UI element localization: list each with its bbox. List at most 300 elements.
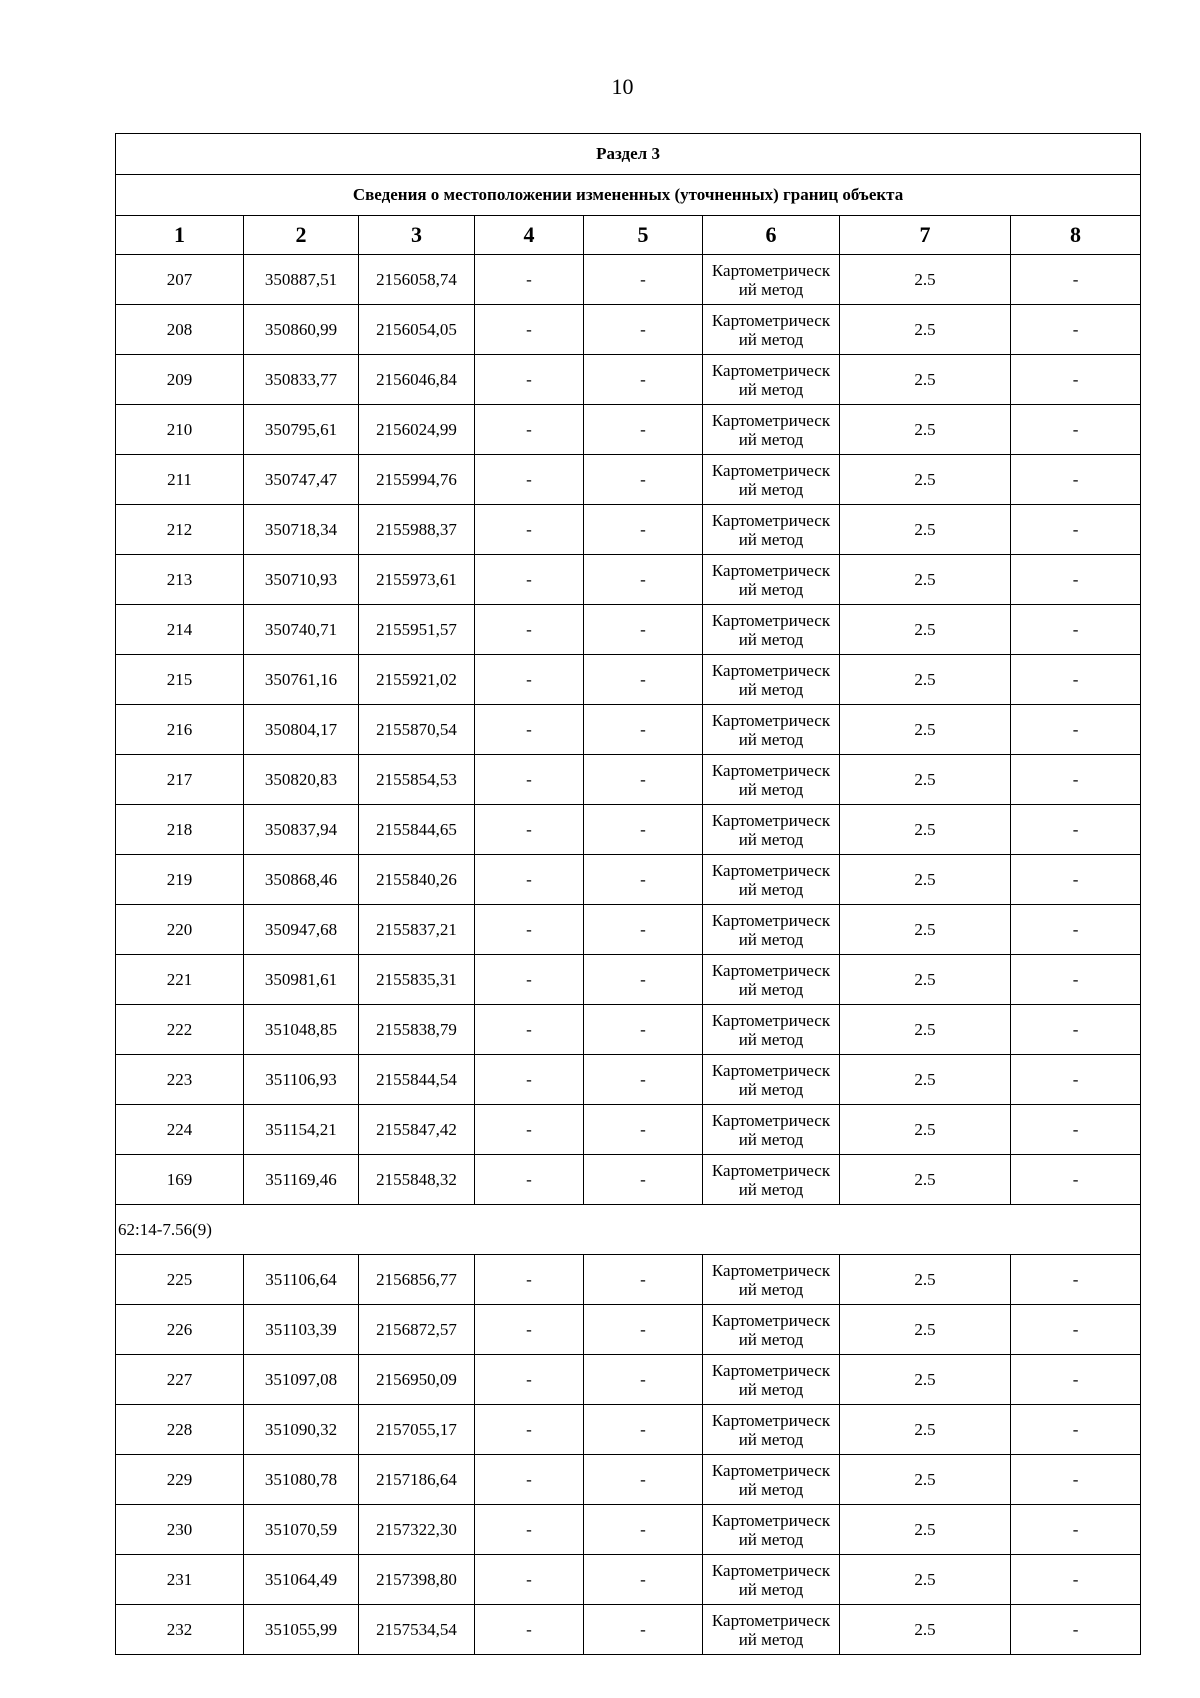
- column-header: 2: [244, 216, 359, 255]
- point-number-cell: 227: [116, 1355, 244, 1405]
- table-row: [116, 405, 1141, 455]
- table-row: [116, 1455, 1141, 1505]
- col5-cell: -: [584, 1105, 703, 1155]
- table-row: [116, 955, 1141, 1005]
- y-coordinate-cell: 2156024,99: [359, 405, 475, 455]
- y-coordinate-cell: 2155840,26: [359, 855, 475, 905]
- x-coordinate-cell: 350710,93: [244, 555, 359, 605]
- col5-cell: -: [584, 1155, 703, 1205]
- method-text-line1: Картометрическ: [711, 710, 831, 730]
- col5-cell: -: [584, 1005, 703, 1055]
- table-row: [116, 305, 1141, 355]
- col5-cell: -: [584, 455, 703, 505]
- method-text-line2: ий метод: [738, 729, 804, 749]
- table-row: [116, 1355, 1141, 1405]
- col5-cell: -: [584, 1355, 703, 1405]
- point-number-cell: 213: [116, 555, 244, 605]
- y-coordinate-cell: 2156872,57: [359, 1305, 475, 1355]
- method-text-line1: Картометрическ: [711, 910, 831, 930]
- table-row: [116, 805, 1141, 855]
- boundary-coordinates-table: [115, 133, 1141, 1655]
- method-text-line1: Картометрическ: [711, 410, 831, 430]
- y-coordinate-cell: 2156950,09: [359, 1355, 475, 1405]
- col4-cell: -: [475, 1505, 584, 1555]
- x-coordinate-cell: 351080,78: [244, 1455, 359, 1505]
- section-subtitle: Сведения о местоположении измененных (уточненных) границ объекта: [116, 175, 1141, 216]
- col5-cell: -: [584, 305, 703, 355]
- col8-cell: -: [1011, 1455, 1141, 1505]
- method-cell: [703, 255, 840, 305]
- point-number-cell: 169: [116, 1155, 244, 1205]
- point-number-cell: 221: [116, 955, 244, 1005]
- section-subtitle-row: [116, 175, 1141, 216]
- accuracy-cell: 2.5: [840, 1105, 1011, 1155]
- col4-cell: -: [475, 355, 584, 405]
- accuracy-cell: 2.5: [840, 805, 1011, 855]
- y-coordinate-cell: 2155973,61: [359, 555, 475, 605]
- x-coordinate-cell: 350804,17: [244, 705, 359, 755]
- method-cell: [703, 1005, 840, 1055]
- col8-cell: -: [1011, 1505, 1141, 1555]
- point-number-cell: 214: [116, 605, 244, 655]
- table-row: [116, 555, 1141, 605]
- method-text-line2: ий метод: [738, 929, 804, 949]
- col8-cell: -: [1011, 1405, 1141, 1455]
- col8-cell: -: [1011, 1255, 1141, 1305]
- method-cell: [703, 405, 840, 455]
- point-number-cell: 219: [116, 855, 244, 905]
- method-text-line2: ий метод: [738, 529, 804, 549]
- method-cell: [703, 855, 840, 905]
- col8-cell: -: [1011, 805, 1141, 855]
- y-coordinate-cell: 2155951,57: [359, 605, 475, 655]
- point-number-cell: 215: [116, 655, 244, 705]
- table-row: [116, 1505, 1141, 1555]
- col4-cell: -: [475, 1405, 584, 1455]
- accuracy-cell: 2.5: [840, 905, 1011, 955]
- method-cell: [703, 555, 840, 605]
- method-text-line1: Картометрическ: [711, 1410, 831, 1430]
- col8-cell: -: [1011, 1005, 1141, 1055]
- table-row: [116, 355, 1141, 405]
- method-text-line2: ий метод: [738, 1379, 804, 1399]
- method-text-line1: Картометрическ: [711, 1460, 831, 1480]
- point-number-cell: 226: [116, 1305, 244, 1355]
- col4-cell: -: [475, 1155, 584, 1205]
- accuracy-cell: 2.5: [840, 455, 1011, 505]
- col8-cell: -: [1011, 955, 1141, 1005]
- method-text-line2: ий метод: [738, 479, 804, 499]
- col4-cell: -: [475, 405, 584, 455]
- method-text-line2: ий метод: [738, 1429, 804, 1449]
- accuracy-cell: 2.5: [840, 1355, 1011, 1405]
- method-text-line2: ий метод: [738, 579, 804, 599]
- x-coordinate-cell: 351106,93: [244, 1055, 359, 1105]
- y-coordinate-cell: 2155835,31: [359, 955, 475, 1005]
- y-coordinate-cell: 2155848,32: [359, 1155, 475, 1205]
- point-number-cell: 211: [116, 455, 244, 505]
- col5-cell: -: [584, 1055, 703, 1105]
- y-coordinate-cell: 2155838,79: [359, 1005, 475, 1055]
- method-text-line1: Картометрическ: [711, 860, 831, 880]
- y-coordinate-cell: 2155847,42: [359, 1105, 475, 1155]
- column-header: 8: [1011, 216, 1141, 255]
- x-coordinate-cell: 351090,32: [244, 1405, 359, 1455]
- col4-cell: -: [475, 805, 584, 855]
- point-number-cell: 229: [116, 1455, 244, 1505]
- y-coordinate-cell: 2156046,84: [359, 355, 475, 405]
- table-row: [116, 505, 1141, 555]
- col5-cell: -: [584, 1605, 703, 1655]
- y-coordinate-cell: 2157186,64: [359, 1455, 475, 1505]
- col5-cell: -: [584, 255, 703, 305]
- method-text-line2: ий метод: [738, 429, 804, 449]
- table-row: [116, 1105, 1141, 1155]
- method-text-line1: Картометрическ: [711, 560, 831, 580]
- col5-cell: -: [584, 955, 703, 1005]
- x-coordinate-cell: 350747,47: [244, 455, 359, 505]
- method-text-line2: ий метод: [738, 1329, 804, 1349]
- method-text-line1: Картометрическ: [711, 1310, 831, 1330]
- col5-cell: -: [584, 1555, 703, 1605]
- point-number-cell: 225: [116, 1255, 244, 1305]
- table-row: [116, 1305, 1141, 1355]
- column-header: 7: [840, 216, 1011, 255]
- accuracy-cell: 2.5: [840, 655, 1011, 705]
- col8-cell: -: [1011, 1105, 1141, 1155]
- col5-cell: -: [584, 755, 703, 805]
- method-text-line2: ий метод: [738, 279, 804, 299]
- page-number: 10: [611, 74, 634, 99]
- y-coordinate-cell: 2157055,17: [359, 1405, 475, 1455]
- point-number-cell: 220: [116, 905, 244, 955]
- col8-cell: -: [1011, 1555, 1141, 1605]
- method-text-line1: Картометрическ: [711, 1260, 831, 1280]
- method-cell: [703, 1405, 840, 1455]
- accuracy-cell: 2.5: [840, 1255, 1011, 1305]
- method-cell: [703, 755, 840, 805]
- method-text-line2: ий метод: [738, 1179, 804, 1199]
- column-header: 5: [584, 216, 703, 255]
- y-coordinate-cell: 2156058,74: [359, 255, 475, 305]
- section-title: Раздел 3: [116, 134, 1141, 175]
- method-text-line1: Картометрическ: [711, 310, 831, 330]
- accuracy-cell: 2.5: [840, 955, 1011, 1005]
- table-row: [116, 655, 1141, 705]
- col5-cell: -: [584, 855, 703, 905]
- col5-cell: -: [584, 1305, 703, 1355]
- method-text-line2: ий метод: [738, 1579, 804, 1599]
- method-text-line1: Картометрическ: [711, 1360, 831, 1380]
- y-coordinate-cell: 2157534,54: [359, 1605, 475, 1655]
- y-coordinate-cell: 2155837,21: [359, 905, 475, 955]
- x-coordinate-cell: 350761,16: [244, 655, 359, 705]
- x-coordinate-cell: 350981,61: [244, 955, 359, 1005]
- method-cell: [703, 1455, 840, 1505]
- accuracy-cell: 2.5: [840, 605, 1011, 655]
- point-number-cell: 217: [116, 755, 244, 805]
- method-cell: [703, 1305, 840, 1355]
- x-coordinate-cell: 350718,34: [244, 505, 359, 555]
- method-text-line1: Картометрическ: [711, 1160, 831, 1180]
- method-text-line2: ий метод: [738, 1529, 804, 1549]
- accuracy-cell: 2.5: [840, 1555, 1011, 1605]
- x-coordinate-cell: 351169,46: [244, 1155, 359, 1205]
- method-text-line1: Картометрическ: [711, 1060, 831, 1080]
- method-cell: [703, 1355, 840, 1405]
- col4-cell: -: [475, 955, 584, 1005]
- y-coordinate-cell: 2155921,02: [359, 655, 475, 705]
- method-text-line1: Картометрическ: [711, 360, 831, 380]
- x-coordinate-cell: 350795,61: [244, 405, 359, 455]
- method-cell: [703, 805, 840, 855]
- point-number-cell: 222: [116, 1005, 244, 1055]
- accuracy-cell: 2.5: [840, 405, 1011, 455]
- method-text-line2: ий метод: [738, 979, 804, 999]
- accuracy-cell: 2.5: [840, 1505, 1011, 1555]
- col5-cell: -: [584, 1405, 703, 1455]
- method-cell: [703, 1555, 840, 1605]
- method-text-line1: Картометрическ: [711, 260, 831, 280]
- point-number-cell: 224: [116, 1105, 244, 1155]
- accuracy-cell: 2.5: [840, 705, 1011, 755]
- method-text-line2: ий метод: [738, 879, 804, 899]
- method-text-line1: Картометрическ: [711, 1560, 831, 1580]
- col4-cell: -: [475, 905, 584, 955]
- col4-cell: -: [475, 755, 584, 805]
- x-coordinate-cell: 350887,51: [244, 255, 359, 305]
- table-row: [116, 1255, 1141, 1305]
- accuracy-cell: 2.5: [840, 1055, 1011, 1105]
- point-number-cell: 223: [116, 1055, 244, 1105]
- method-text-line1: Картометрическ: [711, 1010, 831, 1030]
- col5-cell: -: [584, 505, 703, 555]
- accuracy-cell: 2.5: [840, 355, 1011, 405]
- point-number-cell: 228: [116, 1405, 244, 1455]
- column-header: 1: [116, 216, 244, 255]
- y-coordinate-cell: 2155844,65: [359, 805, 475, 855]
- col5-cell: -: [584, 405, 703, 455]
- x-coordinate-cell: 350833,77: [244, 355, 359, 405]
- table-row: [116, 1555, 1141, 1605]
- accuracy-cell: 2.5: [840, 555, 1011, 605]
- col8-cell: -: [1011, 355, 1141, 405]
- y-coordinate-cell: 2155994,76: [359, 455, 475, 505]
- method-text-line1: Картометрическ: [711, 760, 831, 780]
- method-cell: [703, 455, 840, 505]
- column-header: 3: [359, 216, 475, 255]
- method-cell: [703, 905, 840, 955]
- method-text-line2: ий метод: [738, 629, 804, 649]
- y-coordinate-cell: 2157398,80: [359, 1555, 475, 1605]
- method-text-line2: ий метод: [738, 1129, 804, 1149]
- group-label: 62:14-7.56(9): [116, 1205, 1141, 1255]
- col8-cell: -: [1011, 455, 1141, 505]
- y-coordinate-cell: 2155870,54: [359, 705, 475, 755]
- method-text-line1: Картометрическ: [711, 810, 831, 830]
- point-number-cell: 231: [116, 1555, 244, 1605]
- accuracy-cell: 2.5: [840, 1605, 1011, 1655]
- table-body: [116, 134, 1141, 1655]
- col8-cell: -: [1011, 755, 1141, 805]
- method-text-line2: ий метод: [738, 1629, 804, 1649]
- table-row: [116, 455, 1141, 505]
- col8-cell: -: [1011, 1055, 1141, 1105]
- column-header-row: [116, 216, 1141, 255]
- method-text-line1: Картометрическ: [711, 960, 831, 980]
- col5-cell: -: [584, 655, 703, 705]
- col4-cell: -: [475, 1605, 584, 1655]
- accuracy-cell: 2.5: [840, 1005, 1011, 1055]
- table-row: [116, 905, 1141, 955]
- section-title-row: [116, 134, 1141, 175]
- y-coordinate-cell: 2157322,30: [359, 1505, 475, 1555]
- method-text-line2: ий метод: [738, 679, 804, 699]
- point-number-cell: 212: [116, 505, 244, 555]
- table-row: [116, 605, 1141, 655]
- accuracy-cell: 2.5: [840, 755, 1011, 805]
- y-coordinate-cell: 2156054,05: [359, 305, 475, 355]
- x-coordinate-cell: 351055,99: [244, 1605, 359, 1655]
- group-row: [116, 1205, 1141, 1255]
- col8-cell: -: [1011, 905, 1141, 955]
- column-header: 4: [475, 216, 584, 255]
- col4-cell: -: [475, 1355, 584, 1405]
- col4-cell: -: [475, 855, 584, 905]
- method-cell: [703, 505, 840, 555]
- col8-cell: -: [1011, 305, 1141, 355]
- col4-cell: -: [475, 305, 584, 355]
- x-coordinate-cell: 350860,99: [244, 305, 359, 355]
- point-number-cell: 209: [116, 355, 244, 405]
- table-row: [116, 255, 1141, 305]
- table-row: [116, 1155, 1141, 1205]
- method-text-line1: Картометрическ: [711, 610, 831, 630]
- col4-cell: -: [475, 705, 584, 755]
- x-coordinate-cell: 350868,46: [244, 855, 359, 905]
- method-text-line1: Картометрическ: [711, 1510, 831, 1530]
- x-coordinate-cell: 351048,85: [244, 1005, 359, 1055]
- col8-cell: -: [1011, 655, 1141, 705]
- method-cell: [703, 355, 840, 405]
- x-coordinate-cell: 350740,71: [244, 605, 359, 655]
- col4-cell: -: [475, 605, 584, 655]
- col5-cell: -: [584, 1255, 703, 1305]
- method-text-line1: Картометрическ: [711, 510, 831, 530]
- y-coordinate-cell: 2155988,37: [359, 505, 475, 555]
- col8-cell: -: [1011, 1305, 1141, 1355]
- x-coordinate-cell: 351106,64: [244, 1255, 359, 1305]
- col8-cell: -: [1011, 405, 1141, 455]
- column-header: 6: [703, 216, 840, 255]
- col4-cell: -: [475, 555, 584, 605]
- col5-cell: -: [584, 905, 703, 955]
- table-row: [116, 1055, 1141, 1105]
- col4-cell: -: [475, 1555, 584, 1605]
- col5-cell: -: [584, 1455, 703, 1505]
- y-coordinate-cell: 2156856,77: [359, 1255, 475, 1305]
- x-coordinate-cell: 351154,21: [244, 1105, 359, 1155]
- col8-cell: -: [1011, 505, 1141, 555]
- col4-cell: -: [475, 1105, 584, 1155]
- col4-cell: -: [475, 1455, 584, 1505]
- table-row: [116, 1605, 1141, 1655]
- x-coordinate-cell: 351064,49: [244, 1555, 359, 1605]
- table-row: [116, 1405, 1141, 1455]
- method-text-line2: ий метод: [738, 329, 804, 349]
- col4-cell: -: [475, 1255, 584, 1305]
- method-text-line1: Картометрическ: [711, 1610, 831, 1630]
- method-text-line2: ий метод: [738, 1079, 804, 1099]
- x-coordinate-cell: 350947,68: [244, 905, 359, 955]
- method-cell: [703, 705, 840, 755]
- method-text-line2: ий метод: [738, 779, 804, 799]
- method-text-line2: ий метод: [738, 1479, 804, 1499]
- col8-cell: -: [1011, 1605, 1141, 1655]
- col8-cell: -: [1011, 855, 1141, 905]
- col5-cell: -: [584, 605, 703, 655]
- method-text-line1: Картометрическ: [711, 1110, 831, 1130]
- x-coordinate-cell: 351103,39: [244, 1305, 359, 1355]
- method-text-line2: ий метод: [738, 379, 804, 399]
- table-row: [116, 755, 1141, 805]
- table-row: [116, 1005, 1141, 1055]
- accuracy-cell: 2.5: [840, 305, 1011, 355]
- col5-cell: -: [584, 555, 703, 605]
- point-number-cell: 207: [116, 255, 244, 305]
- method-text-line1: Картометрическ: [711, 460, 831, 480]
- col4-cell: -: [475, 1305, 584, 1355]
- y-coordinate-cell: 2155844,54: [359, 1055, 475, 1105]
- col4-cell: -: [475, 255, 584, 305]
- col5-cell: -: [584, 355, 703, 405]
- method-cell: [703, 605, 840, 655]
- method-cell: [703, 1105, 840, 1155]
- accuracy-cell: 2.5: [840, 255, 1011, 305]
- accuracy-cell: 2.5: [840, 1405, 1011, 1455]
- point-number-cell: 210: [116, 405, 244, 455]
- table-row: [116, 705, 1141, 755]
- accuracy-cell: 2.5: [840, 855, 1011, 905]
- method-cell: [703, 955, 840, 1005]
- method-text-line2: ий метод: [738, 1279, 804, 1299]
- method-text-line2: ий метод: [738, 1029, 804, 1049]
- method-text-line2: ий метод: [738, 829, 804, 849]
- point-number-cell: 218: [116, 805, 244, 855]
- method-text-line1: Картометрическ: [711, 660, 831, 680]
- col5-cell: -: [584, 705, 703, 755]
- col4-cell: -: [475, 1005, 584, 1055]
- col8-cell: -: [1011, 1355, 1141, 1405]
- col4-cell: -: [475, 455, 584, 505]
- point-number-cell: 216: [116, 705, 244, 755]
- col5-cell: -: [584, 1505, 703, 1555]
- point-number-cell: 232: [116, 1605, 244, 1655]
- col8-cell: -: [1011, 1155, 1141, 1205]
- method-cell: [703, 1155, 840, 1205]
- accuracy-cell: 2.5: [840, 1305, 1011, 1355]
- method-cell: [703, 1055, 840, 1105]
- col4-cell: -: [475, 1055, 584, 1105]
- x-coordinate-cell: 350837,94: [244, 805, 359, 855]
- method-cell: [703, 305, 840, 355]
- accuracy-cell: 2.5: [840, 1155, 1011, 1205]
- accuracy-cell: 2.5: [840, 1455, 1011, 1505]
- method-cell: [703, 655, 840, 705]
- col5-cell: -: [584, 805, 703, 855]
- x-coordinate-cell: 351097,08: [244, 1355, 359, 1405]
- point-number-cell: 208: [116, 305, 244, 355]
